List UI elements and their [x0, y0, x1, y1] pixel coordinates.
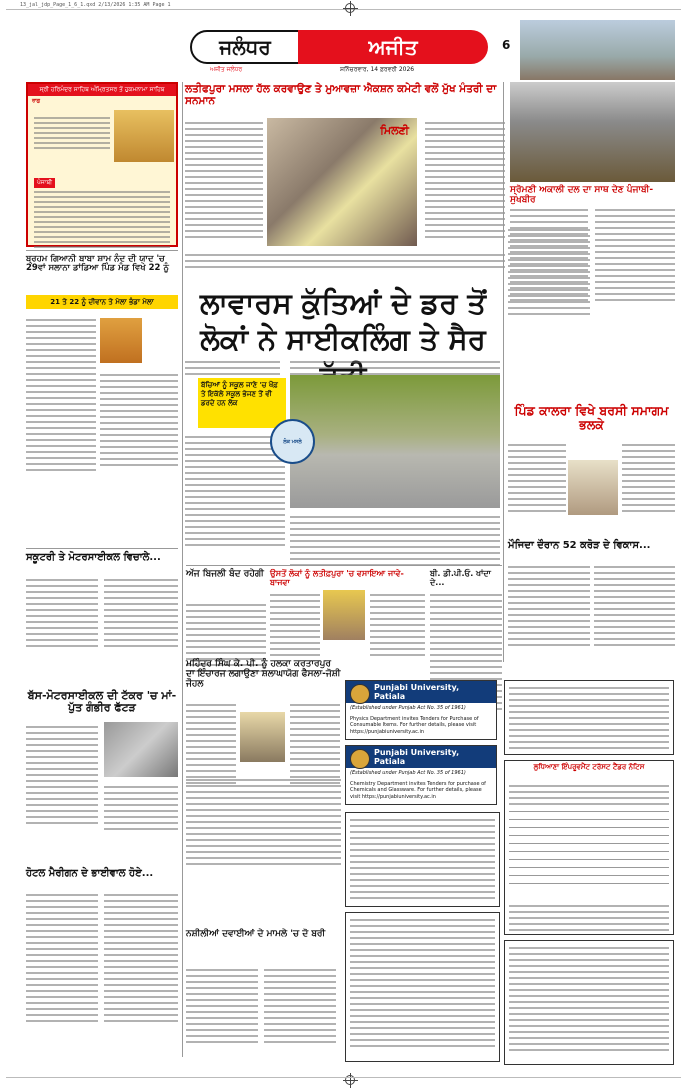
drug-body-col1: [186, 965, 258, 1047]
stray-dogs-photo: [283, 375, 500, 508]
baba-body: [26, 315, 96, 475]
registration-mark-icon: [345, 3, 355, 13]
right-bottom-ad: [504, 940, 674, 1065]
development-body-col2: [594, 562, 675, 650]
scooty-headline: ਸਕੂਟਰੀ ਤੇ ਮੋਟਰਸਾਈਕਲ ਵਿਚਾਲੇ...: [26, 552, 161, 563]
tender-row: [509, 811, 669, 819]
pu-physics-sub: (Established under Punjab Act No. 35 of 1961): [350, 705, 466, 711]
hukamnama-raag: ਰਾਗੁ: [32, 98, 41, 104]
hotel-body-col2: [104, 890, 178, 1026]
masthead-sub: ਅਜੀਤ ਜਲੰਧਰ: [210, 66, 243, 73]
row-rule: [26, 250, 178, 251]
hukamnama-translation: [34, 169, 170, 251]
tender-row: [509, 867, 669, 875]
right-body-col: [508, 225, 590, 319]
bus-body-col2: [104, 782, 178, 834]
tender-row: [509, 827, 669, 835]
bajwa-headline: ਉਸਤੋਂ ਲੋਕਾਂ ਨੂੰ ਲਤੀਫ਼ਪੁਰਾ 'ਚ ਵਸਾਇਆ ਜਾਵੇ-ਬਾਜਵਾ: [270, 569, 404, 587]
pu-physics-ad: [345, 680, 497, 740]
university-seal-icon: [350, 684, 370, 704]
tender-row: [509, 883, 669, 891]
tender-row: [509, 843, 669, 851]
tender-row: [509, 851, 669, 859]
power-headline: ਅੱਜ ਬਿਜਲੀ ਬੰਦ ਰਹੇਗੀ: [186, 569, 264, 579]
hukamnama-title: ਸ੍ਰੀ ਹਰਿਮੰਦਰ ਸਾਹਿਬ ਅੰਮ੍ਰਿਤਸਰ ਤੋਂ ਹੁਕਮਨਾਮਾ ਸਾਹਿਬ: [28, 84, 176, 96]
lead-body-col3: [425, 118, 505, 242]
scooty-body-col2: [104, 575, 178, 651]
sukhbir-body-col2: [595, 205, 675, 305]
baba-body-col2: [100, 370, 178, 470]
tender-row: [509, 835, 669, 843]
file-label: 13_jal_jdp_Page_1_6_1.qxd 2/13/2026 1:35 AM Page 1: [20, 2, 171, 8]
masthead-city: ਜਲੰਧਰ: [190, 30, 300, 64]
bajwa-body-col1: [270, 590, 320, 660]
bajwa-body-col2: [370, 590, 425, 660]
dog-body-bottom: [290, 512, 500, 570]
lead-body-col1: [185, 118, 263, 242]
village-headline: ਪਿੰਡ ਕਾਲਰਾ ਵਿਖੇ ਬਰਸੀ ਸਮਾਗਮ ਭਲਕੇ: [514, 403, 669, 432]
masthead: [190, 26, 500, 76]
pu-chemistry-ad: [345, 745, 497, 805]
development-body-col1: [508, 562, 590, 650]
village-body: [508, 440, 566, 516]
building-photo: [520, 20, 675, 80]
column-rule: [503, 82, 504, 662]
lead-headline: ਲਤੀਫਪੁਰਾ ਮਸਲਾ ਹੱਲ ਕਰਵਾਉਣ ਤੇ ਮੁਆਵਜ਼ਾ ਐਕਸ਼ਨ ਕਮੇਟੀ ਵਲੋਂ ਮੁੱਖ ਮੰਤਰੀ ਦਾ ਸਨਮਾਨ: [185, 83, 497, 107]
dog-pullquote: ਬੱਚਿਆਂ ਨੂੰ ਸਕੂਲ ਜਾਣੇ 'ਚ ਖੌਫ਼ ਤੇ ਇਕੱਲੇ ਸਕੂਲ ਭੇਜਣ ਤੋਂ ਵੀ ਡਰਦੇ ਹਨ ਲੋਕ: [198, 378, 286, 428]
row-rule: [186, 565, 502, 566]
rally-photo: [510, 82, 675, 182]
notice-table-2: [345, 912, 500, 1062]
mahinder-body-bottom: [186, 775, 341, 869]
pu-physics-text: Physics Department invites Tenders for Purchase of Consumable Items. For further details, please visit https://punjabiuniversity.ac.in: [350, 715, 479, 735]
tender-row: [509, 819, 669, 827]
baba-photo: [100, 318, 142, 363]
crop-marks-bottom: [6, 1077, 681, 1087]
dog-body-col1b: [185, 432, 285, 550]
dog-body-col1: [185, 357, 280, 379]
tender-box: [504, 760, 674, 935]
tender-notice-table: [345, 812, 500, 907]
translation-label: ਪੰਜਾਬੀ: [34, 178, 55, 188]
village-photo: [568, 460, 618, 515]
row-rule: [26, 548, 178, 549]
lead-caption: [185, 250, 505, 272]
pu-chemistry-title: Punjabi University, Patiala: [346, 746, 496, 768]
development-headline: ਮੌਜਿਦਾ ਦੌਰਾਨ 52 ਕਰੋੜ ਦੇ ਵਿਕਾਸ...: [508, 540, 651, 551]
column-rule: [182, 82, 183, 1057]
bdpo-headline: ਬੀ. ਡੀ.ਪੀ.ਓ. ਖਾਂਦਾ ਦੇ...: [430, 569, 491, 587]
tender-row: [509, 875, 669, 883]
mahinder-photo: [240, 712, 285, 762]
baba-band: 21 ਤੇ 22 ਨੂੰ ਦੀਵਾਨ ਤੇ ਮੇਲਾ ਭੰਡਾ ਮੇਲਾ: [26, 295, 178, 309]
masthead-brand: ਅਜੀਤ: [298, 30, 488, 64]
mahinder-headline: ਮਹਿੰਦਰ ਸਿੰਘ ਕੇ. ਪੀ. ਨੂੰ ਹਲਕਾ ਕਰਤਾਰਪੁਰ ਦਾ ਇੰਚਾਰਜ ਲਗਾਉਣਾ ਸ਼ਲਾਘਾਯੋਗ ਫੈਸਲਾ-ਜੋਸ਼ੀ ਜੌਹਲ: [186, 659, 341, 689]
page-number: 6: [502, 38, 511, 52]
hukamnama-box: [26, 82, 178, 247]
lok-masle-logo: ਲੋਕ ਮਸਲੇ: [270, 419, 315, 464]
bus-body-col1: [26, 722, 98, 828]
bajwa-photo: [323, 590, 365, 640]
lead-photo-label: ਮਿਲਣੀ: [380, 124, 409, 137]
drug-body-col2: [264, 965, 336, 1047]
pu-physics-title: Punjabi University, Patiala: [346, 681, 496, 703]
hotel-body-col1: [26, 890, 98, 1026]
bus-headline: ਬੱਸ-ਮੋਟਰਸਾਈਕਲ ਦੀ ਟੱਕਰ 'ਚ ਮਾਂ-ਪੁੱਤ ਗੰਭੀਰ ਫੱਟੜ: [27, 689, 177, 715]
university-seal-icon: [350, 749, 370, 769]
drug-headline: ਨਸ਼ੀਲੀਆਂ ਦਵਾਈਆਂ ਦੇ ਮਾਮਲੇ 'ਚ ਦੋ ਬਰੀ: [186, 929, 326, 939]
village-body-col2: [622, 440, 675, 516]
baba-headline: ਬ੍ਰਹਮ ਗਿਆਨੀ ਬਾਬਾ ਸ਼ਾਮ ਨੰਦ ਦੀ ਯਾਦ 'ਚ 29ਵਾਂ ਸਲਾਨਾ ਡਾਂਡਿਆ ਪਿੰਡ ਮੰਡ ਵਿਖੇ 22 ਨੂੰ: [26, 254, 169, 274]
right-notice-ad: [504, 680, 674, 755]
hotel-headline: ਹੋਟਲ ਮੈਰੀਗਨ ਦੇ ਭਾਈਵਾਲ ਹੋਏ...: [26, 868, 154, 879]
tender-title: ਲੁਧਿਆਣਾ ਇੰਪਰੂਵਮੈਂਟ ਟਰੱਸਟ ਟੈਂਡਰ ਨੋਟਿਸ: [533, 763, 645, 771]
pu-chemistry-sub: (Established under Punjab Act No. 35 of 1961): [350, 770, 466, 776]
lead-photo: [267, 118, 417, 246]
snake-photo: [104, 722, 178, 777]
golden-temple-photo: [114, 110, 174, 162]
dog-headline: ਲਾਵਾਰਸ ਕੁੱਤਿਆਂ ਦੇ ਡਰ ਤੋਂ ਲੋਕਾਂ ਨੇ ਸਾਈਕਲਿੰਗ ਤੇ ਸੈਰ: [200, 286, 486, 357]
hukamnama-text: [34, 114, 110, 152]
scooty-body-col1: [26, 575, 98, 651]
pu-chemistry-text: Chemistry Department invites Tenders for purchase of Chemicals and Glassware. For further details, please visit https://punjabiuniversity.ac.in: [350, 780, 486, 800]
sukhbir-headline: ਸ੍ਰੋਮਣੀ ਅਕਾਲੀ ਦਲ ਦਾ ਸਾਥ ਦੇਣ ਪੰਜਾਬੀ-ਸੁਖਬੀਰ: [510, 185, 654, 205]
masthead-date: ਸ਼ਨਿੱਚਰਵਾਰ, 14 ਫ਼ਰਵਰੀ 2026: [340, 66, 415, 73]
tender-row: [509, 859, 669, 867]
